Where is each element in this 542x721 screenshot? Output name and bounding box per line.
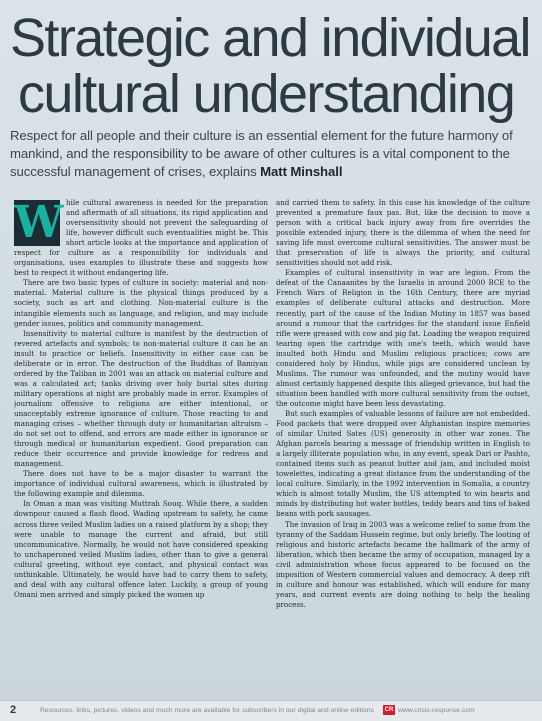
crisis-response-logo: CR [384, 707, 394, 713]
body-paragraph: In Oman a man was visiting Muttrah Souq. While there, a sudden downpour caused a flash flood. Wading upstream to safety, he came across three veiled Muslim ladies on a raised platform by a shop; they were unable to manage the current and afraid, but still uncommunicative. Normally, he would not have considered speaking to unchaperoned veiled Muslim ladies, other than to give a general cultural greeting, without eye contact, and physical contact was unthinkable. Ultimately, he would have had to carry them to safety, and deal with any cultural offence later. Luckily, a group of young Omani men arrived and simply picked the women up [14, 499, 268, 599]
right-column [276, 198, 530, 695]
standfirst-text: Respect for all people and their culture is an essential element for the future harmony of mankind, and the responsibility to be aware of other cultures is a vital component to the successful management of crises, explains [10, 128, 513, 179]
body-paragraph: But such examples of valuable lessons of failure are not embedded. Food packets that were dropped over Afghanistan inspire memories of similar United Sates (US) generosity in other war zones. The Afghan parcels bearing a message of friendship written in English to a largely illiterate population who, in any event, speak Dari or Pashto, contained items such as peanut butter and jam, and included moist towelettes, indicating a great distance from the understanding of the local culture. Similarly, in the 1992 intervention in Somalia, a country which is almost totally Muslim, the US attempted to win hearts and minds by distributing hot water bottles, teddy bears and tins of baked beans with pork sausages. [276, 408, 530, 519]
website-link[interactable]: www.crisis-response.com [398, 707, 475, 714]
article-body [14, 198, 530, 695]
article-headline [10, 10, 535, 122]
headline-line-1: Strategic and individual [10, 8, 530, 68]
page-number: 2 [10, 704, 17, 716]
body-paragraph: There does not have to be a major disaster to warrant the importance of individual cultural awareness, which is illustrated by the following example and dilemma. [14, 469, 268, 499]
body-paragraph: Examples of cultural insensitivity in war are legion. From the defeat of the Canaanites by the Israelis in around 2000 BCE to the French Wars of Religion in the 16th Century, there are myriad examples of deliberate cultural attacks and destruction. More recently, part of the cause of the Indian Mutiny in 1857 was based around a rumour that the cartridges for the standard issue Enfield rifle were greased with cow and pig fat. Loading the weapon required tearing open the cartridge with one's teeth, which would have insulted both Hindu and Muslim religious practices; cows are considered holy by Hindus, while pigs are considered unclean by Muslims. The rumour was unfounded, and the mutiny would have almost certainly happened despite this alleged grievance, but had the situation been handled with more cultural sensitivity from the outset, the outcome might have been less devastating. [276, 268, 530, 408]
drop-cap: W [14, 198, 64, 248]
standfirst [10, 127, 535, 181]
page-footer [0, 700, 542, 721]
body-paragraph: The invasion of Iraq in 2003 was a welcome relief to some from the tyranny of the Saddam Hussein regime, but only briefly. The looting of religious and historic artefacts became the hallmark of the army of liberation, which then became the army of occupation, managed by a civil administration whose focus appeared to be focused on the imposition of Western commercial values and democracy. A deep rift in culture and honour was established, which will endure for many years, and current events are doing nothing to help the healing process. [276, 519, 530, 609]
left-column [14, 198, 268, 695]
author-byline: Matt Minshall [260, 164, 343, 179]
body-paragraph: There are two basic types of culture in society: material and non-material. Material culture is the physical things produced by a society, such as art and clothing. Non-material culture is the intangible elements such as language, and religion, and may include gender issues, politics and community management. [14, 278, 268, 328]
headline-line-2: cultural understanding [18, 64, 515, 124]
subscriber-note: Resources, links, pictures, videos and much more are available for subscribers in our digital and online editions [40, 707, 374, 714]
body-paragraph: and carried them to safety. In this case his knowledge of the culture prevented a premature faux pas. But, like the decision to move a person with a critical back injury away from fire overrides the possible extended injury, there is the dilemma of when the need for saving life must overcome cultural sensitivities. The answer must be that preservation of life is always the priority, and cultural sensitivities should not add risk. [276, 198, 530, 268]
body-paragraph: hile cultural awareness is needed for the preparation and aftermath of all situations, its rigid application and oversensitivity should not prevent the safeguarding of life, however difficult such eventualities might be. This short article looks at the importance and application of respect for culture as a responsibility for individuals and organisations, uses examples to illustrate these and suggests how best to respect it without endangering life. [14, 198, 268, 278]
body-paragraph: Insensitivity to material culture is manifest by the destruction of revered artefacts and symbols; to non-material culture it can be an insult to practice or beliefs. Insensitivity in either case can be deliberate or in error. The destruction of the Buddhas of Bamiyan ordered by the Taliban in 2001 was an attack on material culture and was a calculated act; tanks driving over holy burial sites during military operations at night are probably made in error. Examples of journalism offensive to religions are either intentional, or unacceptably extreme ignorance of culture. Those reacting to and managing crises – whether through duty or humanitarian altruism – do not set out to offend, and errors are made either in ignorance or through medical or humanitarian expedient. Good preparation can reduce their occurrence and provide knowledge for redress and management. [14, 328, 268, 469]
